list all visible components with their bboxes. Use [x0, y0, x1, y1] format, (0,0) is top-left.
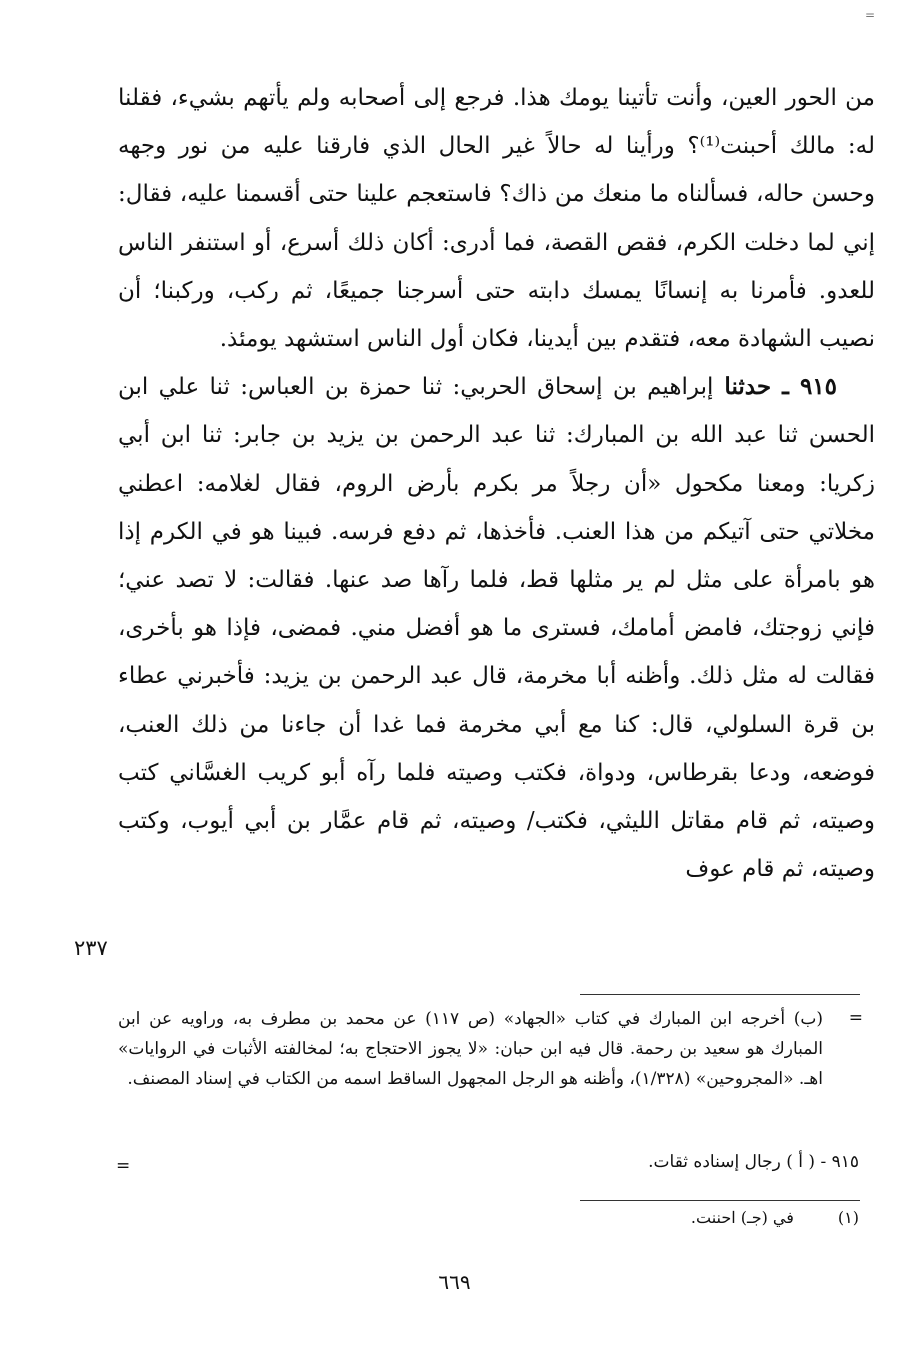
hadith-lead: ـ حدثنا — [713, 373, 800, 401]
main-text — [118, 74, 875, 893]
footnote-divider — [580, 1200, 860, 1201]
continuation-mark: = — [848, 1008, 863, 1028]
margin-page-reference: ٢٣٧ — [74, 936, 108, 960]
page-number: ٦٦٩ — [438, 1270, 471, 1294]
paragraph-1: من الحور العين، وأنت تأتينا يومك هذا. فرجع إلى أصحابه ولم يأتهم بشيء، فقلنا له: مالك أحبنت⁽¹⁾؟ ورأينا له حالاً غير الحال الذي فارقنا عليه من نور وجهه وحسن حاله، فسألناه ما منعك من ذاك؟ فاستعجم علينا حتى أقسمنا عليه، فقال: إني لما دخلت الكرم، فقص القصة، فما أدرى: أكان ذلك أسرع، أو استنفر الناس للعدو. فأمرنا به إنسانًا يمسك دابته حتى أسرجنا جميعًا، ثم ركب، وركبنا؛ أن نصيب الشهادة معه، فتقدم بين أيدينا، فكان أول الناس استشهد يومئذ. — [118, 85, 875, 353]
footnote-block — [118, 1004, 823, 1094]
footnote-number: (١) — [837, 1208, 859, 1227]
continuation-mark: = — [116, 1156, 131, 1176]
footnote-divider — [580, 994, 860, 995]
footnote-1 — [159, 1208, 859, 1227]
hadith-text: إبراهيم بن إسحاق الحربي: ثنا حمزة بن العباس: ثنا علي ابن الحسن ثنا عبد الله بن المبارك: ثنا عبد الرحمن بن يزيد بن جابر: ثنا ابن أبي زكريا: ومعنا مكحول «أن رجلاً مر بكرم بأرض الروم، فقال لغلامه: اعطني مخلاتي حتى آتيكم من هذا العنب. فأخذها، ثم دفع فرسه. فبينا هو في الكرم إذا هو بامرأة على مثل لم ير مثلها قط، فلما رآها صد عنها. فقالت: لا تصد عني؛ فإني زوجتك، فامض أمامك، فسترى ما هو أفضل مني. فمضى، فإذا هو بأخرى، فقالت له مثل ذلك. وأظنه أبا مخرمة، قال عبد الرحمن بن يزيد: فأخبرني عطاء بن قرة السلولي، قال: كنا مع أبي مخرمة فما غدا أن جاءنا من ذلك العنب، فوضعه، ودعا بقرطاس، ودواة، فكتب وصيته فلما رآه أبو كريب الغسَّاني كتب وصيته، ثم قام مقاتل الليثي، فكتب/ وصيته، ثم قام عمَّار بن أبي أيوب، وكتب وصيته، ثم قام عوف — [118, 374, 875, 883]
corner-mark: = — [864, 8, 875, 22]
footnote-text: في (جـ) احننت. — [690, 1208, 794, 1227]
footnote-a: ٩١٥ - ( أ ) رجال إسناده ثقات. — [648, 1152, 859, 1172]
hadith-number: ٩١٥ — [799, 373, 838, 401]
footnote-b: (ب) أخرجه ابن المبارك في كتاب «الجهاد» (ص ١١٧) عن محمد بن مطرف به، وراويه عن ابن المبارك هو سعيد بن رحمة. قال فيه ابن حبان: «لا يجوز الاحتجاج به؛ لمخالفته الأثبات في الروايات» اهـ. «المجروحين» (١/٣٢٨)، وأظنه هو الرجل المجهول الساقط اسمه من الكتاب في إسناد المصنف. — [118, 1009, 823, 1089]
paragraph-2 — [118, 363, 875, 893]
